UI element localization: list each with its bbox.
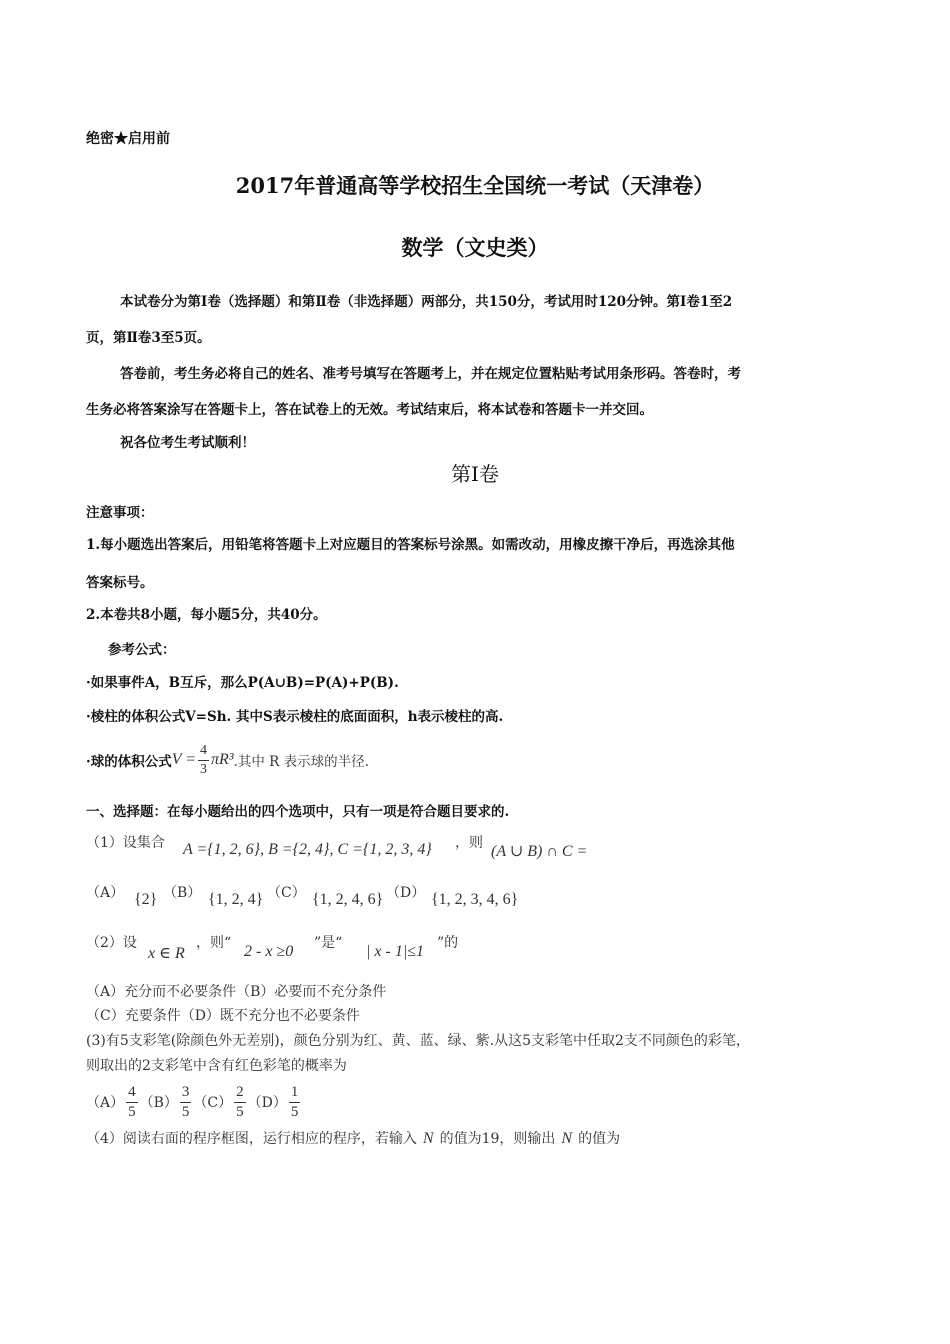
secret-label: 绝密★启用前	[86, 131, 170, 147]
question-3-option-d-numerator: 1	[289, 1085, 301, 1103]
formula-1: ·如果事件A，B互斥，那么P(A∪B)=P(A)+P(B).	[86, 675, 399, 691]
question-2-mid-1: ，则“	[196, 935, 232, 951]
question-3-option-b	[180, 1085, 192, 1120]
note-1-line-1: 1.每小题选出答案后，用铅笔将答题卡上对应题目的答案标号涂黑。如需改动，用橡皮擦干净后，再选涂其他	[86, 537, 735, 553]
question-3-option-c-numerator: 2	[234, 1085, 246, 1103]
question-3-option-d	[289, 1085, 301, 1120]
question-4-text-a: （4）阅读右面的程序框图，运行相应的程序，若输入	[86, 1131, 417, 1147]
question-3-option-c	[234, 1085, 246, 1120]
intro-paragraph-2-line-2: 生务必将答案涂写在答题卡上，答在试卷上的无效。考试结束后，将本试卷和答题卡一并交回。	[86, 402, 653, 418]
question-1-option-c: {1, 2, 4, 6}	[312, 891, 384, 908]
question-2-variable: x ∈ R	[148, 945, 185, 962]
formula-label: 参考公式：	[108, 642, 176, 658]
question-4-var-1: N	[422, 1130, 434, 1147]
question-1-option-b-label: （B）	[163, 885, 202, 901]
formula-3-lhs: V =	[171, 751, 196, 768]
question-3-option-c-denominator: 5	[236, 1103, 244, 1120]
formula-3-suffix: .其中 R 表示球的半径.	[233, 754, 369, 770]
question-3-option-a-denominator: 5	[128, 1103, 136, 1120]
question-3-option-a-numerator: 4	[126, 1085, 138, 1103]
question-2-mid-2: ”是“	[314, 935, 343, 951]
question-3-line-2: 则取出的2支彩笔中含有红色彩笔的概率为	[86, 1058, 347, 1074]
question-4	[86, 1128, 620, 1148]
question-1-stem: （1）设集合	[86, 835, 165, 851]
formula-3-rhs: πR³	[210, 751, 234, 768]
question-3-line-1: (3)有5支彩笔(除颜色外无差别)，颜色分别为红、黄、蓝、绿、紫.从这5支彩笔中任取2支不同颜色的彩笔，	[86, 1033, 750, 1049]
question-3-option-b-denominator: 5	[181, 1103, 190, 1120]
question-3-option-c-label: （C）	[193, 1095, 233, 1111]
question-2-condition-1: 2 - x ≥0	[244, 943, 294, 960]
question-2-condition-2: | x - 1|≤1	[366, 943, 425, 960]
note-1-line-2: 答案标号。	[86, 575, 154, 591]
section-heading: 第Ⅰ卷	[451, 462, 499, 486]
question-3-option-d-label: （D）	[247, 1095, 287, 1111]
question-3-option-b-numerator: 3	[180, 1085, 192, 1103]
exam-title: 2017年普通高等学校招生全国统一考试（天津卷）	[235, 173, 715, 198]
formula-3-numerator: 4	[198, 744, 209, 761]
question-1-option-b: {1, 2, 4}	[208, 891, 264, 908]
question-1-option-a-label: （A）	[86, 885, 125, 901]
question-1-option-c-label: （C）	[267, 885, 306, 901]
exam-subtitle: 数学（文史类）	[401, 235, 549, 260]
intro-paragraph-3: 祝各位考生考试顺利！	[120, 435, 255, 451]
question-3-option-b-label: （B）	[139, 1095, 178, 1111]
question-2-stem: （2）设	[86, 935, 137, 951]
question-1-then: ，则	[455, 835, 483, 851]
question-1-option-d-label: （D）	[386, 885, 426, 901]
question-2-options-line-2: （C）充要条件（D）既不充分也不必要条件	[86, 1008, 360, 1024]
question-1-option-a: {2}	[134, 891, 158, 908]
intro-paragraph-2-line-1: 答卷前，考生务必将自己的姓名、准考号填写在答题考上，并在规定位置粘贴考试用条形码。答卷时，考	[120, 366, 741, 382]
formula-3-fraction	[198, 744, 209, 777]
formula-3	[86, 738, 369, 782]
intro-paragraph-1-line-1: 本试卷分为第Ⅰ卷（选择题）和第Ⅱ卷（非选择题）两部分，共150分，考试用时120分钟。第Ⅰ卷1至2	[120, 294, 733, 310]
question-1-expression: (A ∪ B) ∩ C =	[491, 843, 588, 860]
question-4-var-2: N	[561, 1130, 573, 1147]
question-3-options	[86, 1079, 302, 1125]
notes-label: 注意事项：	[86, 505, 154, 521]
question-3-option-a-label: （A）	[86, 1095, 125, 1111]
part-1-heading: 一、选择题：在每小题给出的四个选项中，只有一项是符合题目要求的.	[86, 804, 510, 820]
question-4-text-c: 的值为	[578, 1131, 621, 1147]
question-1-option-d: {1, 2, 3, 4, 6}	[431, 891, 519, 908]
note-2: 2.本卷共8小题，每小题5分，共40分。	[86, 607, 327, 623]
question-1-sets: A ={1, 2, 6}, B ={2, 4}, C ={1, 2, 3, 4}	[183, 841, 432, 858]
question-3-option-a	[126, 1085, 138, 1120]
question-4-text-b: 的值为19，则输出	[439, 1131, 556, 1147]
question-3-option-d-denominator: 5	[290, 1103, 299, 1120]
question-2-end: ”的	[437, 935, 459, 951]
formula-3-denominator: 3	[199, 761, 207, 777]
intro-paragraph-1-line-2: 页，第Ⅱ卷3至5页。	[86, 330, 211, 346]
formula-2: ·棱柱的体积公式V=Sh. 其中S表示棱柱的底面面积，h表示棱柱的高.	[86, 709, 504, 725]
question-2-options-line-1: （A）充分而不必要条件（B）必要而不充分条件	[86, 984, 387, 1000]
formula-3-prefix: ·球的体积公式	[86, 754, 172, 770]
